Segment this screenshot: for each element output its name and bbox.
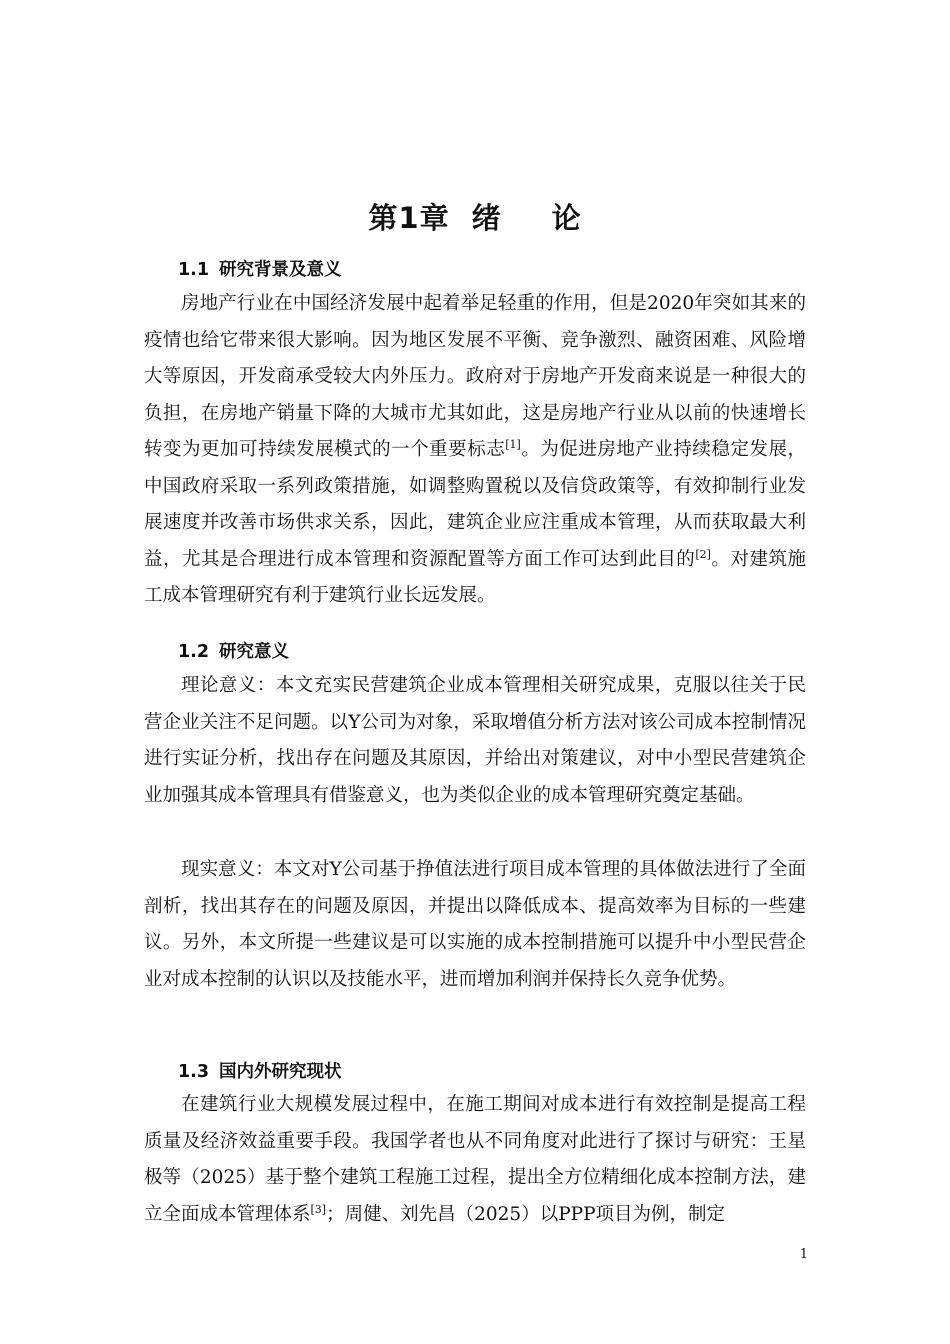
paragraph-background — [144, 286, 806, 615]
section-title: 研究背景及意义 — [219, 260, 342, 280]
section-number: 1.3 — [178, 1062, 210, 1082]
section-number: 1.2 — [178, 642, 210, 662]
section-heading-1-3 — [178, 1058, 342, 1083]
section-title: 研究意义 — [219, 642, 290, 662]
paragraph-text: 在建筑行业大规模发展过程中，在施工期间对成本进行有效控制是提高工程质量及经济效益重要手段。我国学者也从不同角度对此进行了探讨与研究：王星极等（2025）基于整个建筑工程施工过程，提出全方位精细化成本控制方法，建立全面成本管理体系 — [144, 1094, 806, 1225]
citation-ref-1[interactable]: [1] — [505, 438, 521, 451]
section-title: 国内外研究现状 — [219, 1062, 342, 1082]
paragraph-text: 。为促进房地产业持续稳定发展，中国政府采取一系列政策措施，如调整购置税以及信贷政策等，有效抑制行业发展速度并改善市场供求关系，因此，建筑企业应注重成本管理，从而获取最大利益，尤其是合理进行成本管理和资源配置等方面工作可达到此目的 — [144, 439, 806, 570]
citation-ref-3[interactable]: [3] — [310, 1202, 327, 1216]
paragraph-text: 。对建筑施工成本管理研究有利于建筑行业长远发展。 — [144, 548, 806, 606]
page-number: 1 — [799, 1247, 808, 1262]
section-heading-1-2 — [178, 638, 289, 663]
paragraph-text: ；周健、刘先昌（2025）以PPP项目为例，制定 — [326, 1203, 726, 1225]
paragraph-practical-significance — [144, 852, 806, 998]
paragraph-research-status — [144, 1087, 806, 1233]
chapter-title-part1: 绪 — [471, 201, 502, 235]
chapter-title-part2: 论 — [551, 201, 582, 235]
chapter-number: 1 — [398, 201, 420, 235]
paragraph-theoretical-significance — [144, 668, 806, 814]
paragraph-text: 理论意义：本文充实民营建筑企业成本管理相关研究成果，克服以往关于民营企业关注不足问题。以Y公司为对象，采取增值分析方法对该公司成本控制情况进行实证分析，找出存在问题及其原因，并给出对策建议，对中小型民营建筑企业加强其成本管理具有借鉴意义，也为类似企业的成本管理研究奠定基础。 — [144, 675, 806, 806]
chapter-suffix: 章 — [419, 201, 450, 235]
chapter-title — [0, 196, 950, 237]
paragraph-text: 现实意义：本文对Y公司基于挣值法进行项目成本管理的具体做法进行了全面剖析，找出其存在的问题及原因，并提出以降低成本、提高效率为目标的一些建议。另外，本文所提一些建议是可以实施的成本控制措施可以提升中小型民营企业对成本控制的认识以及技能水平，进而增加利润并保持长久竞争优势。 — [144, 859, 806, 990]
citation-ref-2[interactable]: [2] — [695, 547, 711, 561]
paragraph-text: 房地产行业在中国经济发展中起着举足轻重的作用，但是2020年突如其来的疫情也给它带来很大影响。因为地区发展不平衡、竞争激烈、融资困难、风险增大等原因，开发商承受较大内外压力。政府对于房地产开发商来说是一种很大的负担，在房地产销量下降的大城市尤其如此，这是房地产行业从以前的快速增长转变为更加可持续发展模式的一个重要标志 — [144, 293, 806, 460]
section-heading-1-1 — [178, 256, 342, 281]
section-number: 1.1 — [178, 260, 210, 280]
chapter-prefix: 第 — [368, 201, 399, 235]
